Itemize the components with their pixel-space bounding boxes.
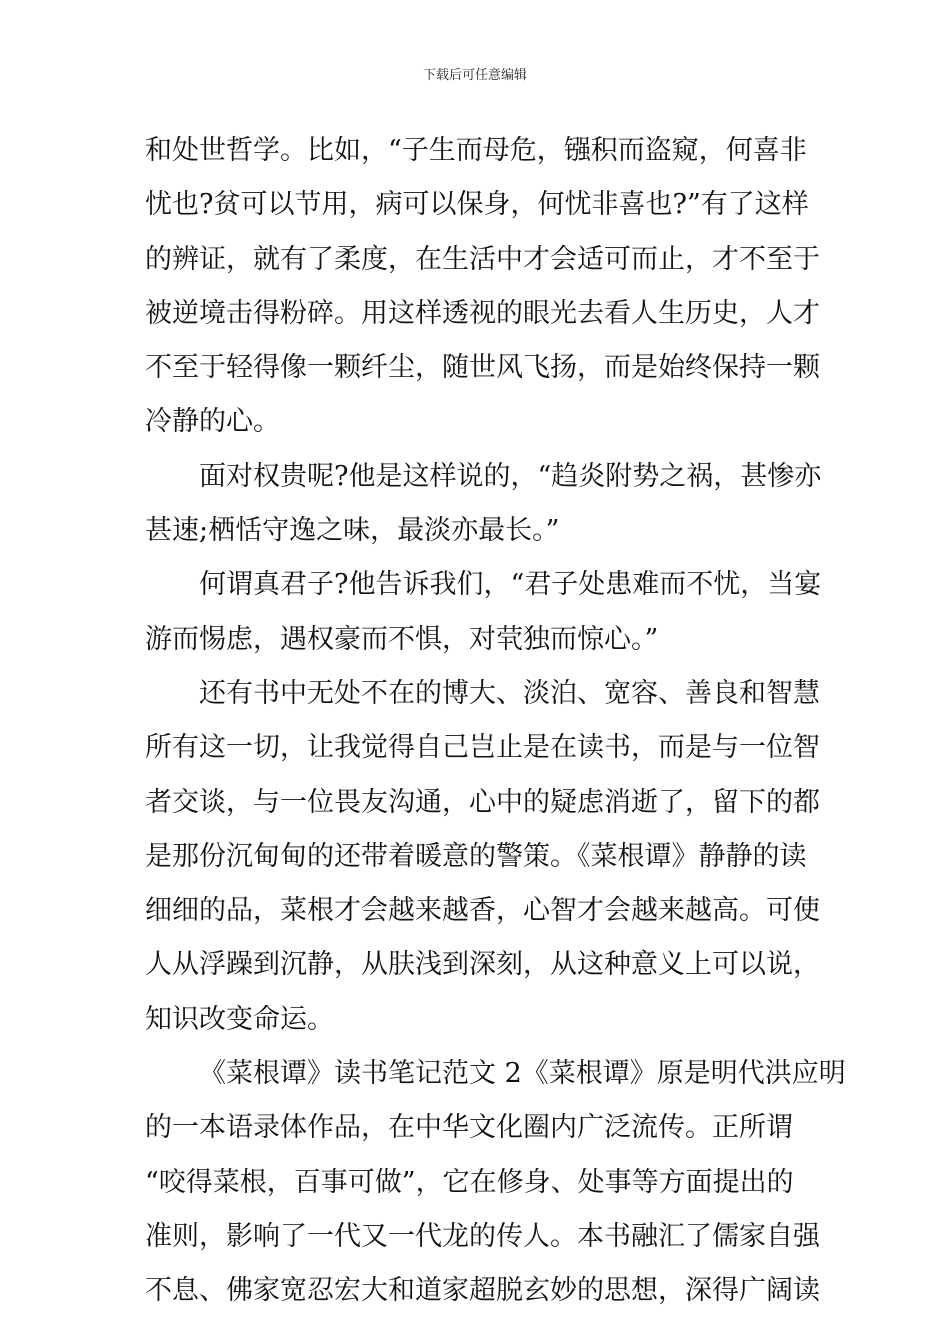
text-line: “咬得菜根，百事可做”，它在修身、处事等方面提出的 — [145, 1166, 794, 1198]
text-line: 和处世哲学。比如，“子生而母危，镪积而盗窥，何喜非 — [145, 135, 807, 166]
text-line: 游而惕虑，遇权豪而不惧，对茕独而惊心。” — [145, 623, 659, 655]
page-header: 下载后可任意编辑 — [422, 68, 527, 83]
text-line: 是那份沉甸甸的还带着暖意的警策。《菜根谭》静静的读 — [145, 840, 807, 872]
text-line: 面对权贵呢?他是这样说的，“趋炎附势之祸，甚惨亦 — [199, 460, 822, 492]
text-line: 冷静的心。 — [145, 406, 280, 438]
text-line: 的辨证，就有了柔度，在生活中才会适可而止，才不至于 — [145, 243, 820, 275]
text-line: 准则，影响了一代又一代龙的传人。本书融汇了儒家自强 — [145, 1220, 820, 1252]
text-line: 不至于轻得像一颗纤尘，随世风飞扬，而是始终保持一颗 — [145, 352, 820, 384]
text-line: 《菜根谭》读书笔记范文 2《菜根谭》原是明代洪应明 — [199, 1058, 846, 1090]
text-line: 甚速;栖恬守逸之味，最淡亦最长。” — [145, 515, 560, 547]
text-line: 何谓真君子?他告诉我们，“君子处患难而不忧，当宴 — [199, 569, 822, 601]
text-line: 细细的品，菜根才会越来越香，心智才会越来越高。可使 — [145, 895, 820, 927]
text-line: 还有书中无处不在的博大、淡泊、宽容、善良和智慧 — [199, 677, 820, 709]
text-line: 的一本语录体作品，在中华文化圈内广泛流传。正所谓 — [145, 1112, 793, 1144]
text-line: 忧也?贫可以节用，病可以保身，何忧非喜也?”有了这样 — [145, 189, 809, 221]
text-line: 者交谈，与一位畏友沟通，心中的疑虑消逝了，留下的都 — [145, 786, 820, 818]
text-line: 人从浮躁到沉静，从肤浅到深刻，从这种意义上可以说， — [145, 949, 820, 981]
text-line: 所有这一切，让我觉得自己岂止是在读书，而是与一位智 — [145, 732, 820, 764]
document-body — [145, 124, 846, 1319]
text-line: 不息、佛家宽忍宏大和道家超脱玄妙的思想，深得广阔读 — [145, 1275, 820, 1307]
text-line: 知识改变命运。 — [145, 1003, 334, 1035]
text-line: 被逆境击得粉碎。用这样透视的眼光去看人生历史，人才 — [145, 297, 820, 329]
